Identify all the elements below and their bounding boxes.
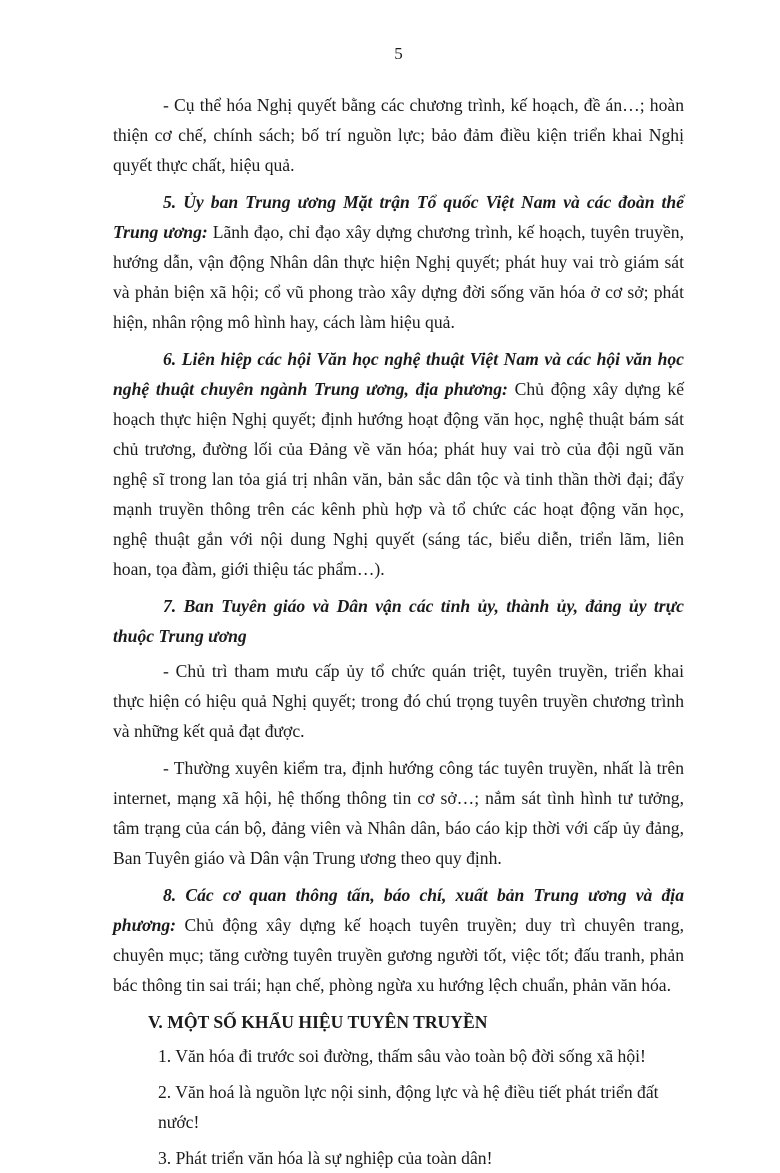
slogan-item: 1. Văn hóa đi trước soi đường, thấm sâu vào toàn bộ đời sống xã hội!: [158, 1046, 646, 1066]
slogan-item: 3. Phát triển văn hóa là sự nghiệp của toàn dân!: [158, 1148, 493, 1168]
paragraph-title: 7. Ban Tuyên giáo và Dân vận các tỉnh ủy, thành ủy, đảng ủy trực thuộc Trung ương: [113, 596, 684, 646]
section-heading-slogans: V. MỘT SỐ KHẨU HIỆU TUYÊN TRUYỀN: [148, 1012, 488, 1032]
paragraph-arts-associations: [113, 344, 684, 584]
paragraph-body: Chủ động xây dựng kế hoạch thực hiện Nghị quyết; định hướng hoạt động văn học, nghệ thuật bám sát chủ trương, đường lối của Đảng về văn hóa; phát huy vai trò của đội ngũ văn nghệ sĩ trong lan tỏa giá trị nhân văn, bản sắc dân tộc và tinh thần thời đại; đẩy mạnh truyền thông trên các kênh phù hợp và tổ chức các hoạt động văn học, nghệ thuật gắn với nội dung Nghị quyết (sáng tác, biểu diễn, triển lãm, liên hoan, tọa đàm, giới thiệu tác phẩm…).: [113, 379, 684, 579]
paragraph-title: 6. Liên hiệp các hội Văn học nghệ thuật Việt Nam và các hội văn học nghệ thuật chuyên ngành Trung ương, địa phương:: [113, 349, 684, 399]
slogan-item: 2. Văn hoá là nguồn lực nội sinh, động lực và hệ điều tiết phát triển đất nước!: [158, 1082, 659, 1132]
paragraph-body: Lãnh đạo, chỉ đạo xây dựng chương trình, kế hoạch, tuyên truyền, hướng dẫn, vận động Nhân dân thực hiện Nghị quyết; phát huy vai trò giám sát và phản biện xã hội; cổ vũ phong trào xây dựng đời sống văn hóa ở cơ sở; phát hiện, nhân rộng mô hình hay, cách làm hiệu quả.: [113, 222, 684, 332]
paragraph-press-agencies: [113, 880, 684, 1000]
paragraph-title: 5. Ủy ban Trung ương Mặt trận Tổ quốc Việt Nam và các đoàn thể Trung ương:: [113, 192, 684, 242]
page-number: 5: [394, 44, 403, 63]
paragraph-body: Chủ động xây dựng kế hoạch tuyên truyền; duy trì chuyên trang, chuyên mục; tăng cường tuyên truyền gương người tốt, việc tốt; đấu tranh, phản bác thông tin sai trái; hạn chế, phòng ngừa xu hướng lệch chuẩn, phản văn hóa.: [113, 915, 684, 995]
paragraph-title: 8. Các cơ quan thông tấn, báo chí, xuất bản Trung ương và địa phương:: [113, 885, 684, 935]
paragraph-advise-committees: - Chủ trì tham mưu cấp ủy tổ chức quán triệt, tuyên truyền, triển khai thực hiện có hiệu quả Nghị quyết; trong đó chú trọng tuyên truyền chương trình và những kết quả đạt được.: [113, 661, 684, 741]
paragraph-provincial-committees: [113, 591, 684, 651]
paragraph-inspect-propaganda: - Thường xuyên kiểm tra, định hướng công tác tuyên truyền, nhất là trên internet, mạng xã hội, hệ thống thông tin cơ sở…; nắm sát tình hình tư tưởng, tâm trạng của cán bộ, đảng viên và Nhân dân, báo cáo kịp thời với cấp ủy đảng, Ban Tuyên giáo và Dân vận Trung ương theo quy định.: [113, 758, 684, 868]
paragraph-fatherland-front: [113, 187, 684, 337]
paragraph-concretize-resolution: - Cụ thể hóa Nghị quyết bằng các chương trình, kế hoạch, đề án…; hoàn thiện cơ chế, chính sách; bố trí nguồn lực; bảo đảm điều kiện triển khai Nghị quyết thực chất, hiệu quả.: [113, 95, 684, 175]
